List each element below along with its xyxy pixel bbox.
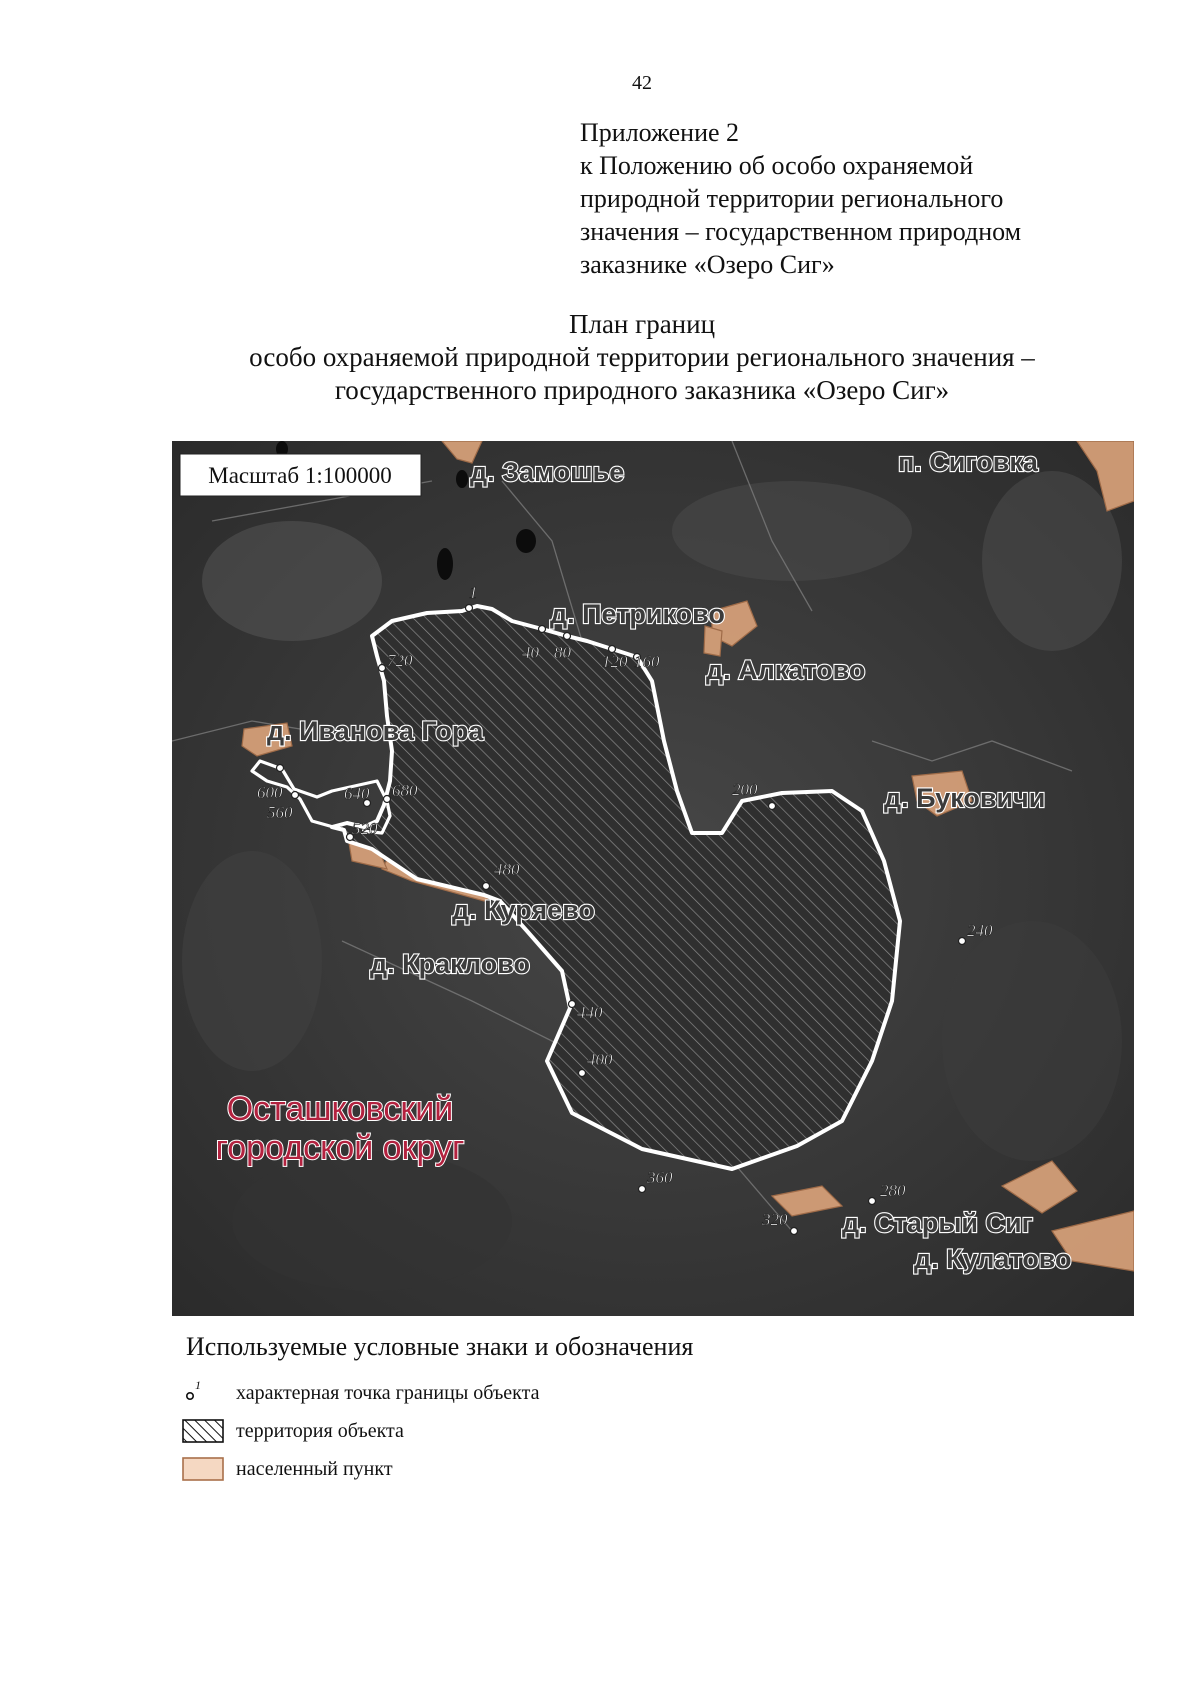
svg-text:40: 40 <box>522 643 539 662</box>
appendix-line: к Положению об особо охраняемой <box>580 151 974 180</box>
legend-item-label: характерная точка границы объекта <box>236 1382 540 1404</box>
boundary-point-icon <box>182 1380 226 1406</box>
boundary-map <box>172 441 1134 1316</box>
label-sigovka: п. Сиговка <box>898 447 1038 477</box>
appendix-line: природной территории регионального <box>580 184 1004 213</box>
svg-text:400: 400 <box>587 1050 613 1069</box>
settlement-area-icon <box>182 1456 226 1482</box>
plan-title-line: План границ <box>568 309 716 339</box>
label-kuryaevo: д. Куряево <box>452 895 595 925</box>
scale-label: Масштаб 1:100000 <box>208 463 392 488</box>
scale-box <box>180 454 421 496</box>
svg-text:200: 200 <box>732 780 758 799</box>
svg-text:160: 160 <box>634 652 660 671</box>
hatched-area-icon <box>182 1418 226 1444</box>
label-zamoshye: д. Замошье <box>470 457 625 487</box>
svg-text:440: 440 <box>577 1003 603 1022</box>
label-ivanova-gora: д. Иванова Гора <box>267 716 484 746</box>
svg-text:680: 680 <box>392 781 418 800</box>
appendix-heading <box>580 116 1140 281</box>
svg-text:Осташковский: Осташковский <box>226 1090 454 1128</box>
plan-title <box>0 308 1200 407</box>
svg-text:280: 280 <box>880 1181 906 1200</box>
label-kulatovo: д. Кулатово <box>914 1244 1072 1274</box>
appendix-line: Приложение 2 <box>580 118 740 147</box>
label-alkatovo: д. Алкатово <box>706 655 866 685</box>
svg-text:360: 360 <box>647 1168 673 1187</box>
plan-title-line: государственного природного заказника «Озеро Сиг» <box>334 375 950 405</box>
svg-text:320: 320 <box>762 1210 788 1229</box>
svg-text:240: 240 <box>967 921 993 940</box>
svg-text:640: 640 <box>344 784 370 803</box>
legend-title: Используемые условные знаки и обозначения <box>186 1332 694 1361</box>
legend-point-sample-number: 1 <box>195 1380 201 1392</box>
legend-item-label: населенный пункт <box>236 1458 393 1480</box>
district-label <box>216 1090 465 1167</box>
svg-text:120: 120 <box>602 652 628 671</box>
svg-text:520: 520 <box>352 819 378 838</box>
label-stary-sig: д. Старый Сиг <box>842 1208 1033 1238</box>
page-number: 42 <box>632 72 652 94</box>
label-kraklovo: д. Краклово <box>370 949 530 979</box>
svg-text:720: 720 <box>387 651 413 670</box>
plan-title-line: особо охраняемой природной территории регионального значения – <box>249 342 1035 372</box>
appendix-line: заказнике «Озеро Сиг» <box>580 250 835 279</box>
svg-text:городской округ: городской округ <box>215 1129 465 1167</box>
svg-text:80: 80 <box>554 643 571 662</box>
legend-item-label: территория объекта <box>236 1420 404 1442</box>
svg-text:560: 560 <box>267 803 293 822</box>
label-bukovichi: д. Буковичи <box>884 783 1046 813</box>
svg-text:480: 480 <box>494 860 520 879</box>
label-petrikovo: д. Петриково <box>550 599 725 629</box>
svg-text:600: 600 <box>257 783 283 802</box>
svg-text:1: 1 <box>469 583 478 602</box>
appendix-line: значения – государственном природном <box>580 217 1022 246</box>
